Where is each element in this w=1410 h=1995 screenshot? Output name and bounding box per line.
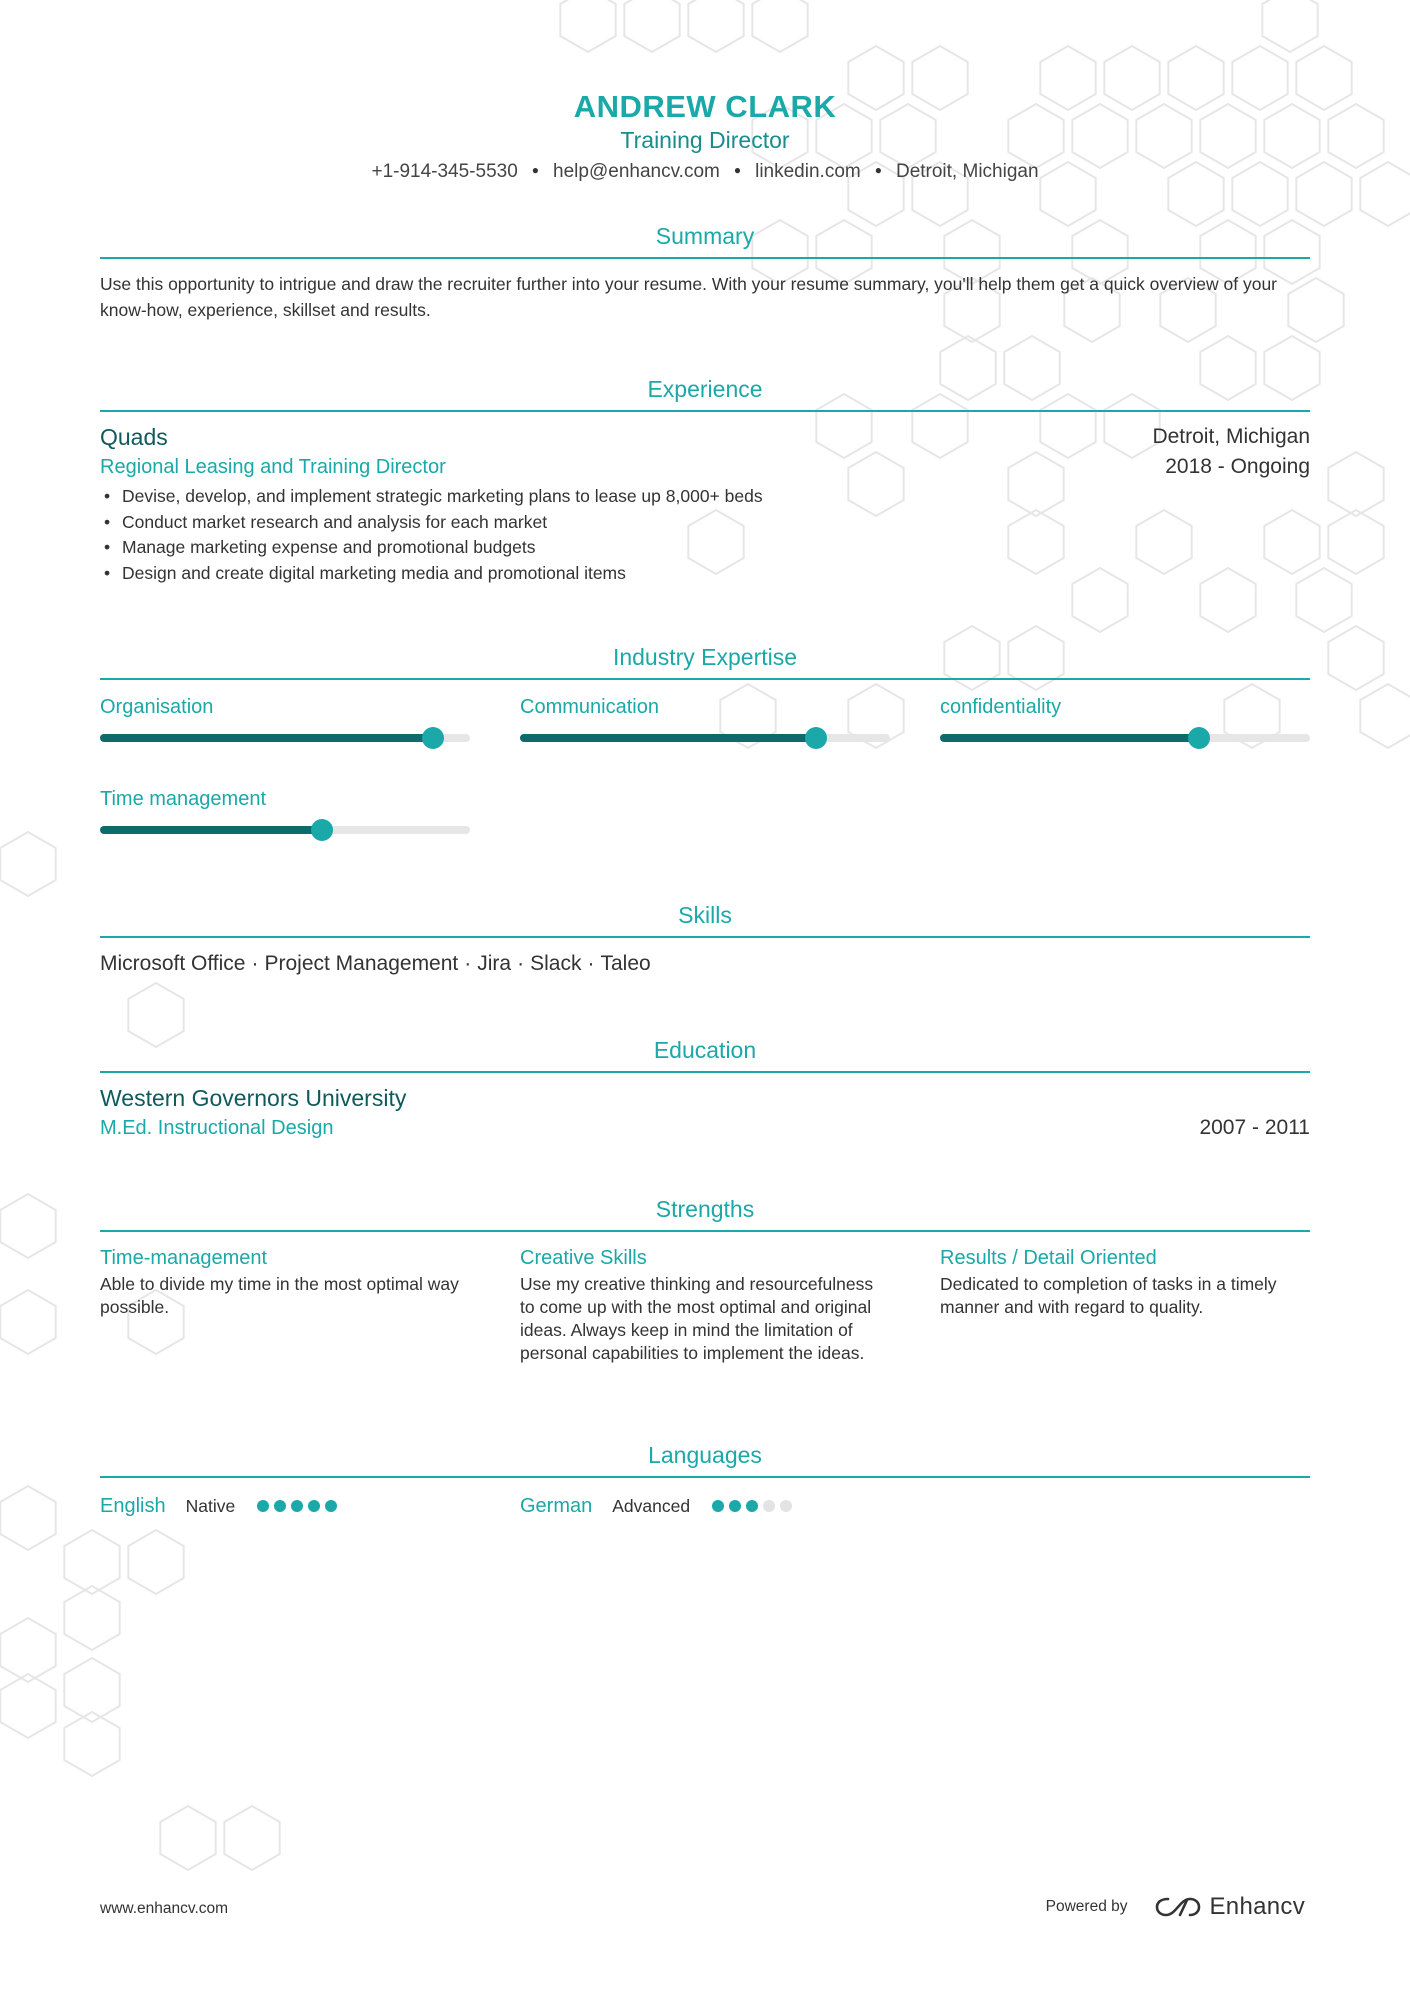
section-divider xyxy=(100,410,1310,412)
section-divider xyxy=(100,1230,1310,1232)
list-item: • Devise, develop, and implement strategic marketing plans to lease up 8,000+ beds xyxy=(100,484,1310,510)
expertise-item xyxy=(100,786,470,834)
rating-dot xyxy=(746,1500,758,1512)
hexagon-shape xyxy=(1328,452,1383,516)
section-heading-expertise: Industry Expertise xyxy=(612,644,798,670)
experience-entry xyxy=(100,422,1310,586)
enhancv-logo-icon xyxy=(1154,1894,1202,1920)
strength-item xyxy=(520,1244,890,1365)
location: Detroit, Michigan xyxy=(895,161,1039,182)
hexagon-shape xyxy=(0,1194,55,1258)
language-name: German xyxy=(520,1495,593,1517)
expertise-item xyxy=(940,694,1310,742)
brand-name: Enhancv xyxy=(1209,1893,1305,1920)
section-divider xyxy=(100,257,1310,259)
separator-dot: ● xyxy=(874,163,882,177)
experience-section xyxy=(100,375,1310,586)
list-item: • Manage marketing expense and promotional budgets xyxy=(100,535,1310,561)
hexagon-shape xyxy=(0,1290,55,1354)
section-heading-skills: Skills xyxy=(678,902,732,928)
education-degree: M.Ed. Instructional Design xyxy=(100,1117,334,1139)
strength-title: Time-management xyxy=(100,1247,268,1269)
skill-tag: Slack xyxy=(530,952,582,975)
expertise-label: Communication xyxy=(520,696,659,718)
hexagon-shape xyxy=(0,1674,55,1738)
strength-item xyxy=(100,1244,470,1319)
expertise-label: Time management xyxy=(100,788,266,810)
section-heading-strengths: Strengths xyxy=(655,1196,755,1222)
resume-header xyxy=(100,88,1310,184)
expertise-bar-knob xyxy=(1188,727,1210,749)
rating-dot xyxy=(780,1500,792,1512)
expertise-bar-fill xyxy=(100,734,433,742)
experience-role: Regional Leasing and Training Director xyxy=(100,456,446,478)
separator-dot: · xyxy=(251,952,259,975)
experience-bullets xyxy=(100,484,1310,586)
section-heading-experience: Experience xyxy=(647,376,763,402)
strength-description: Dedicated to completion of tasks in a timely manner and with regard to quality. xyxy=(940,1274,1277,1317)
hexagon-shape xyxy=(1328,626,1383,690)
footer-branding xyxy=(1046,1893,1305,1921)
strength-title: Results / Detail Oriented xyxy=(940,1247,1157,1269)
language-rating xyxy=(257,1500,342,1512)
expertise-section xyxy=(100,643,1310,843)
section-heading-education: Education xyxy=(653,1037,757,1063)
separator-dot: ● xyxy=(733,163,742,177)
powered-by-label: Powered by xyxy=(1045,1898,1128,1915)
skills-list xyxy=(100,950,1310,978)
hexagon-shape xyxy=(0,832,55,896)
expertise-bar-knob xyxy=(422,727,444,749)
language-rating xyxy=(712,1500,797,1512)
candidate-name: ANDREW CLARK xyxy=(573,89,837,124)
hexagon-shape xyxy=(0,1486,55,1550)
separator-dot: ● xyxy=(531,163,540,177)
strengths-section xyxy=(100,1195,1310,1395)
expertise-bar-fill xyxy=(940,734,1199,742)
expertise-bar xyxy=(100,826,470,834)
expertise-item xyxy=(100,694,470,742)
section-divider xyxy=(100,1071,1310,1073)
education-section xyxy=(100,1036,1310,1143)
rating-dot xyxy=(729,1500,741,1512)
rating-dot xyxy=(274,1500,286,1512)
expertise-item xyxy=(520,694,890,742)
languages-section xyxy=(100,1441,1310,1531)
section-divider xyxy=(100,1476,1310,1478)
section-heading-languages: Languages xyxy=(648,1442,762,1468)
experience-location: Detroit, Michigan xyxy=(1152,425,1310,448)
expertise-bar-knob xyxy=(311,819,333,841)
education-school: Western Governors University xyxy=(100,1085,407,1111)
expertise-bar xyxy=(520,734,890,742)
rating-dot xyxy=(325,1500,337,1512)
contact-line xyxy=(100,158,1310,184)
experience-dates: 2018 - Ongoing xyxy=(1165,455,1310,478)
separator-dot: · xyxy=(587,952,595,975)
enhancv-logo[interactable] xyxy=(1154,1893,1306,1921)
rating-dot xyxy=(291,1500,303,1512)
expertise-bar-fill xyxy=(100,826,322,834)
phone: +1-914-345-5530 xyxy=(371,161,518,182)
strength-title: Creative Skills xyxy=(520,1247,647,1269)
experience-company: Quads xyxy=(100,424,168,450)
rating-dot xyxy=(712,1500,724,1512)
education-entry xyxy=(100,1083,1310,1143)
candidate-title: Training Director xyxy=(620,127,790,153)
skill-tag: Taleo xyxy=(600,952,651,975)
linkedin-link[interactable]: linkedin.com xyxy=(755,161,861,182)
expertise-label: confidentiality xyxy=(940,696,1062,718)
skill-tag: Microsoft Office xyxy=(100,952,246,975)
strength-item xyxy=(940,1244,1310,1319)
expertise-bar xyxy=(100,734,470,742)
language-item xyxy=(520,1493,797,1519)
language-name: English xyxy=(100,1495,166,1517)
rating-dot xyxy=(308,1500,320,1512)
section-divider xyxy=(100,936,1310,938)
summary-section xyxy=(100,222,1310,323)
separator-dot: · xyxy=(464,952,472,975)
footer-website-link[interactable]: www.enhancv.com xyxy=(100,1900,229,1917)
skills-section xyxy=(100,901,1310,978)
list-item: • Conduct market research and analysis for each market xyxy=(100,510,1310,536)
summary-text: Use this opportunity to intrigue and draw the recruiter further into your resume. With your resume summary, you'll help them get a quick overview of your know-how, experience, skillset and results. xyxy=(100,274,1278,320)
skill-tag: Jira xyxy=(477,952,512,975)
hexagon-shape xyxy=(1328,104,1383,168)
rating-dot xyxy=(763,1500,775,1512)
hexagon-shape xyxy=(1360,162,1410,226)
language-level: Native xyxy=(185,1496,236,1516)
section-divider xyxy=(100,678,1310,680)
expertise-bar-fill xyxy=(520,734,816,742)
skill-tag: Project Management xyxy=(264,952,459,975)
education-dates: 2007 - 2011 xyxy=(1199,1116,1310,1139)
hexagon-shape xyxy=(0,1618,55,1682)
hexagon-shape xyxy=(1328,510,1383,574)
expertise-bar-knob xyxy=(805,727,827,749)
strength-description: Able to divide my time in the most optimal way possible. xyxy=(100,1274,459,1317)
language-item xyxy=(100,1493,342,1519)
section-heading-summary: Summary xyxy=(655,223,755,249)
hexagon-shape xyxy=(1360,684,1410,748)
email-link[interactable]: help@enhancv.com xyxy=(553,161,720,182)
expertise-label: Organisation xyxy=(100,696,214,718)
list-item: • Design and create digital marketing media and promotional items xyxy=(100,561,1310,587)
strength-description: Use my creative thinking and resourcefulness to come up with the most optimal and original ideas. Always keep in mind the limitation of personal capabilities to implement the ideas. xyxy=(520,1274,874,1363)
separator-dot: · xyxy=(517,952,525,975)
language-level: Advanced xyxy=(612,1496,691,1516)
expertise-bar xyxy=(940,734,1310,742)
rating-dot xyxy=(257,1500,269,1512)
